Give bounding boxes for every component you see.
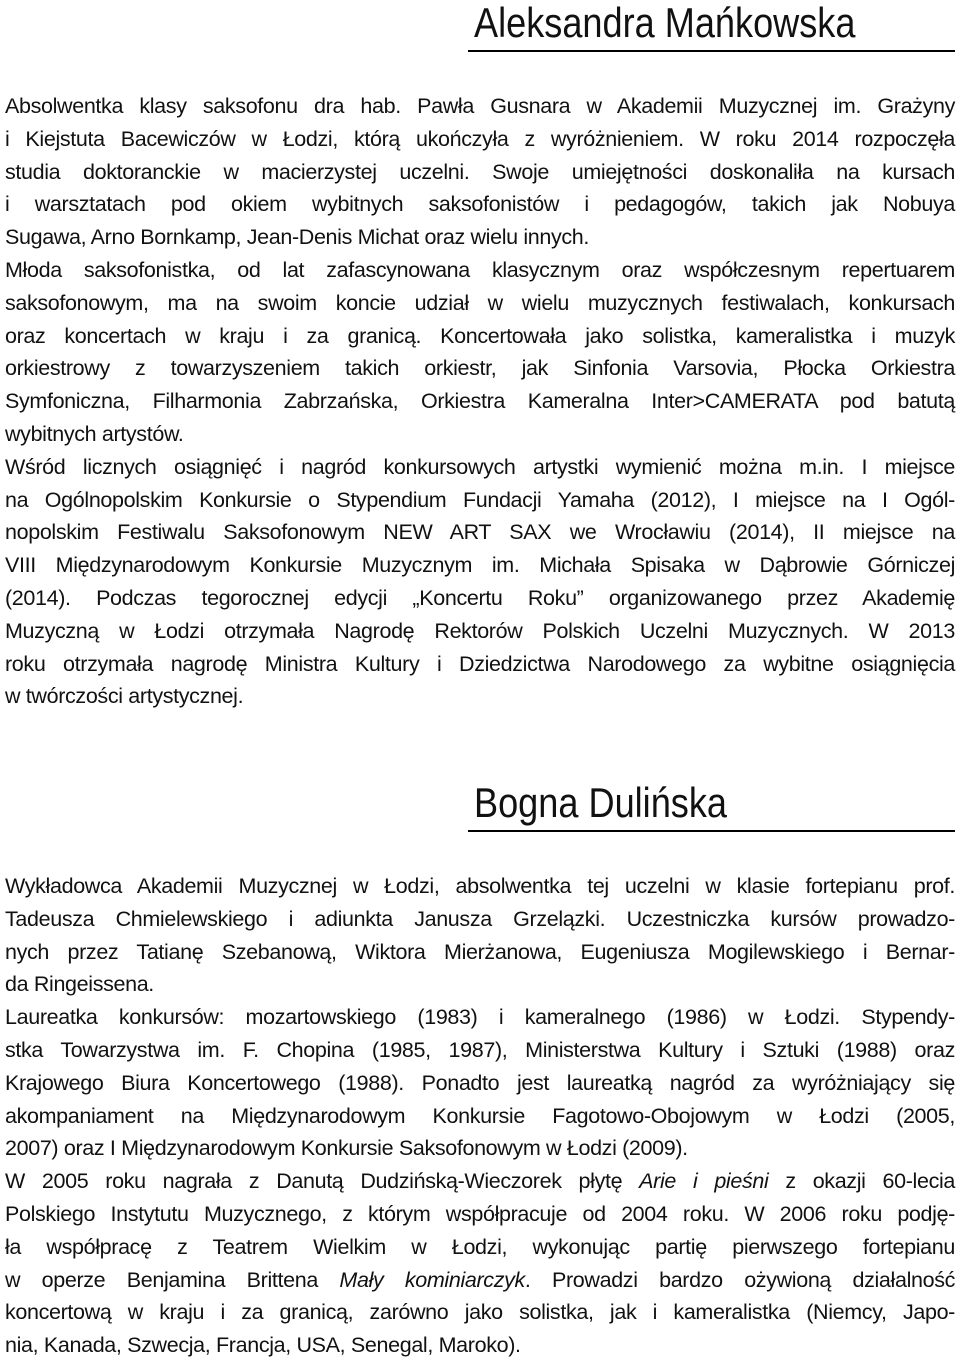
biography-paragraph (5, 1001, 955, 1165)
biography-section (5, 0, 955, 713)
text-line: i Kiejstuta Bacewiczów w Łodzi, którą ukończyła z wyróżnieniem. W roku 2014 rozpoczęła (5, 126, 955, 151)
text-line: Tadeusza Chmielewskiego i adiunkta Janusza Grzelązki. Uczestniczka kursów prowadzo- (5, 906, 955, 931)
text-line: stka Towarzystwa im. F. Chopina (1985, 1987), Ministerstwa Kultury i Sztuki (1988) oraz (5, 1037, 955, 1062)
text-line: orkiestrowy z towarzyszeniem takich orkiestr, jak Sinfonia Varsovia, Płocka Orkiestra (5, 356, 955, 381)
text-line: Sugawa, Arno Bornkamp, Jean-Denis Michat oraz wielu innych. (5, 225, 590, 250)
text-line: w operze Benjamina Brittena Mały kominiarczyk. Prowadzi bardzo ożywioną działalność (5, 1267, 956, 1292)
text-line: na Ogólnopolskim Konkursie o Stypendium Fundacji Yamaha (2012), I miejsce na I Ogól- (5, 487, 955, 512)
text-line: wybitnych artystów. (5, 421, 184, 446)
text-line: (2014). Podczas tegorocznej edycji „Koncertu Roku” organizowanego przez Akademię (5, 585, 955, 610)
text-line: Wśród licznych osiągnięć i nagród konkursowych artystki wymienić można m.in. I miejsce (5, 454, 955, 479)
text-line: w twórczości artystycznej. (5, 684, 244, 709)
text-line: nopolskim Festiwalu Saksofonowym NEW ART SAX we Wrocławiu (2014), II miejsce na (5, 520, 955, 545)
biography-text (5, 90, 955, 713)
name-heading-underline (468, 0, 955, 52)
text-line: Młoda saksofonistka, od lat zafascynowana klasycznym oraz współczesnym repertuarem (5, 257, 955, 282)
biography-paragraph (5, 90, 955, 254)
italic-title: Arie i pieśni (639, 1169, 769, 1194)
biography-text (5, 870, 955, 1362)
text-line: studia doktoranckie w macierzystej uczelni. Swoje umiejętności doskonaliła na kursach (5, 159, 955, 184)
name-heading-underline (468, 780, 955, 832)
person-name: Bogna Dulińska (474, 779, 728, 826)
text-line: W 2005 roku nagrała z Danutą Dudzińską-Wieczorek płytę Arie i pieśni z okazji 60-lecia (5, 1169, 955, 1194)
text-line: ła współpracę z Teatrem Wielkim w Łodzi, wykonując partię pierwszego fortepianu (5, 1234, 955, 1259)
text-line: Krajowego Biura Koncertowego (1988). Ponadto jest laureatką nagród za wyróżniający się (5, 1070, 955, 1095)
text-line: roku otrzymała nagrodę Ministra Kultury i Dziedzictwa Narodowego za wybitne osiągnięcia (5, 651, 955, 676)
text-line: nia, Kanada, Szwecja, Francja, USA, Senegal, Maroko). (5, 1333, 521, 1358)
italic-title: Mały kominiarczyk (339, 1267, 525, 1292)
text-line: Laureatka konkursów: mozartowskiego (1983) i kameralnego (1986) w Łodzi. Stypendy- (5, 1005, 955, 1030)
text-line: Absolwentka klasy saksofonu dra hab. Pawła Gusnara w Akademii Muzycznej im. Grażyny (5, 94, 955, 118)
biography-paragraph (5, 254, 955, 451)
person-name: Aleksandra Mańkowska (474, 0, 856, 46)
text-line: akompaniament na Międzynarodowym Konkursie Fagotowo-Obojowym w Łodzi (2005, (5, 1103, 955, 1128)
text-line: oraz koncertach w kraju i za granicą. Koncertowała jako solistka, kameralistka i muzyk (5, 323, 955, 348)
text-line: Muzyczną w Łodzi otrzymała Nagrodę Rektorów Polskich Uczelni Muzycznych. W 2013 (5, 618, 955, 643)
text-line: Polskiego Instytutu Muzycznego, z którym współpracuje od 2004 roku. W 2006 roku podję- (5, 1201, 955, 1226)
biography-paragraph (5, 451, 955, 713)
text-line: saksofonowym, ma na swoim koncie udział w wielu muzycznych festiwalach, konkursach (5, 290, 955, 315)
text-line: i warsztatach pod okiem wybitnych saksofonistów i pedagogów, takich jak Nobuya (5, 192, 955, 217)
text-line: 2007) oraz I Międzynarodowym Konkursie Saksofonowym w Łodzi (2009). (5, 1136, 688, 1161)
text-line: VIII Międzynarodowym Konkursie Muzycznym im. Michała Spisaka w Dąbrowie Górniczej (5, 553, 955, 578)
text-line: koncertową w kraju i za granicą, zarówno jako solistka, jak i kameralistka (Niemcy, Japo- (5, 1300, 955, 1325)
text-line: Symfoniczna, Filharmonia Zabrzańska, Orkiestra Kameralna Inter>CAMERATA pod batutą (5, 389, 955, 414)
text-line: nych przez Tatianę Szebanową, Wiktora Mierżanowa, Eugeniusza Mogilewskiego i Bernar- (5, 939, 955, 964)
text-line: da Ringeissena. (5, 972, 154, 997)
biography-paragraph (5, 1165, 955, 1362)
biography-paragraph (5, 870, 955, 1001)
text-line: Wykładowca Akademii Muzycznej w Łodzi, absolwentka tej uczelni w klasie fortepianu prof. (5, 874, 955, 898)
biography-section (5, 780, 955, 1362)
